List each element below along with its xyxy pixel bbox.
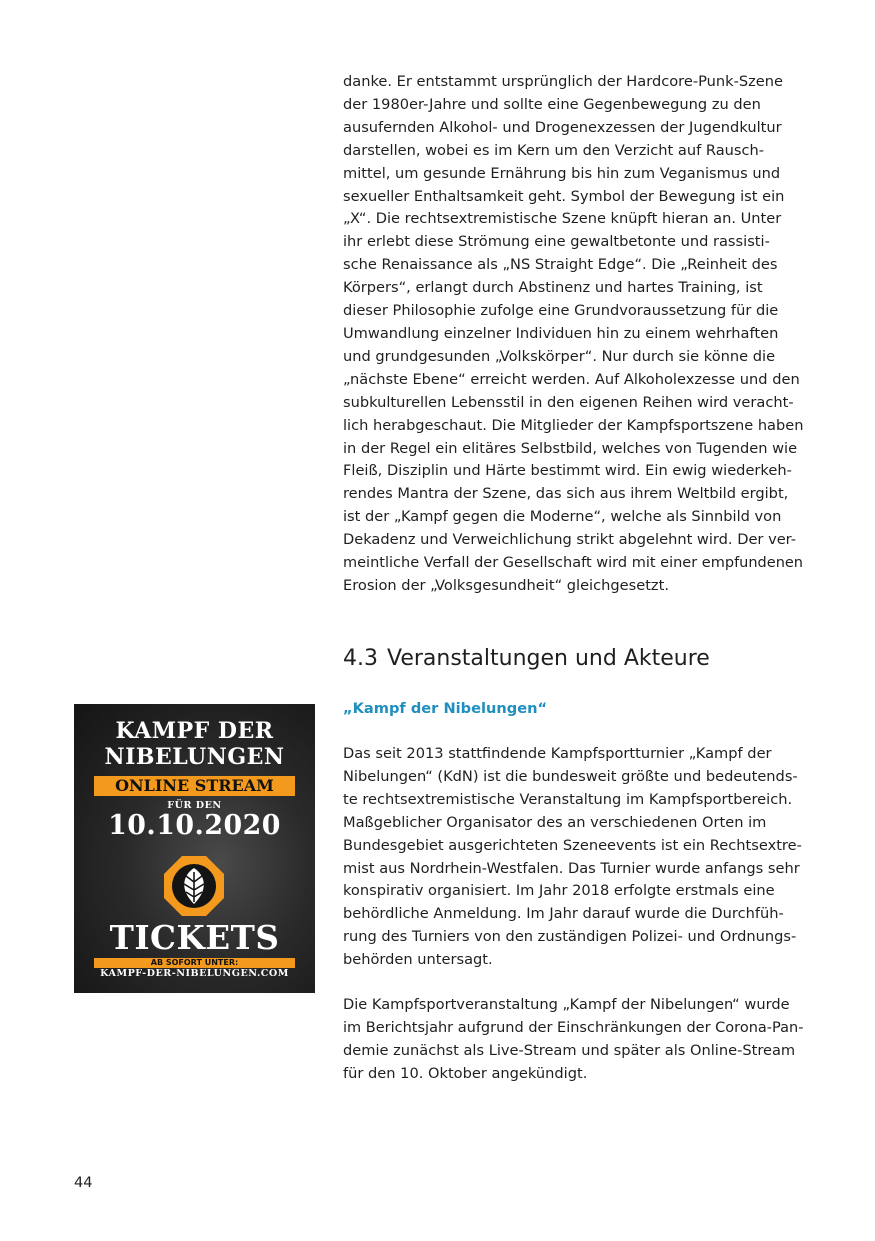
poster-title-line2: NIBELUNGEN <box>104 744 285 770</box>
poster-date: 10.10.2020 <box>108 810 281 841</box>
text-line: rung des Turniers von den zuständigen Polizei- und Ordnungs- <box>343 928 797 946</box>
text-line: Dekadenz und Verweichlichung strikt abgelehnt wird. Der ver- <box>343 531 797 549</box>
text-line: ist der „Kampf gegen die Moderne“, welche als Sinnbild von <box>343 508 782 526</box>
body-paragraph-2 <box>343 743 803 972</box>
section-title: Veranstaltungen und Akteure <box>387 646 710 671</box>
text-line: rendes Mantra der Szene, das sich aus ihrem Weltbild ergibt, <box>343 485 789 503</box>
text-line: darstellen, wobei es im Kern um den Verzicht auf Rausch- <box>343 141 765 159</box>
text-line: sexueller Enthaltsamkeit geht. Symbol der Bewegung ist ein <box>343 187 785 205</box>
text-line: behördliche Anmeldung. Im Jahr darauf wurde die Durchfüh- <box>343 905 784 923</box>
text-line: „X“. Die rechtsextremistische Szene knüpft hieran an. Unter <box>343 210 782 228</box>
text-line: Körpers“, erlangt durch Abstinenz und hartes Training, ist <box>343 279 763 297</box>
text-line: für den 10. Oktober angekündigt. <box>343 1064 588 1082</box>
text-line: im Berichtsjahr aufgrund der Einschränkungen der Corona-Pan- <box>343 1018 804 1036</box>
section-heading <box>343 644 803 674</box>
poster-url: KAMPF-DER-NIBELUNGEN.COM <box>100 968 289 979</box>
poster-ab-sofort-banner: AB SOFORT UNTER: <box>94 958 295 968</box>
text-line: mittel, um gesunde Ernährung bis hin zum Veganismus und <box>343 164 781 182</box>
text-line: te rechtsextremistische Veranstaltung im Kampfsportbereich. <box>343 790 793 808</box>
text-line: subkulturellen Lebensstil in den eigenen Reihen wird veracht- <box>343 393 794 411</box>
text-line: konspirativ organisiert. Im Jahr 2018 erfolgte erstmals eine <box>343 882 775 900</box>
poster-title-line1: KAMPF DER <box>115 718 274 744</box>
poster-tickets: TICKETS <box>109 918 280 957</box>
text-line: in der Regel ein elitäres Selbstbild, welches von Tugenden wie <box>343 439 798 457</box>
text-line: der 1980er-Jahre und sollte eine Gegenbewegung zu den <box>343 95 761 113</box>
text-line: mist aus Nordrhein-Westfalen. Das Turnier wurde anfangs sehr <box>343 859 800 877</box>
text-line: lich herabgeschaut. Die Mitglieder der Kampfsportszene haben <box>343 416 804 434</box>
text-line: dieser Philosophie zufolge eine Grundvoraussetzung für die <box>343 302 779 320</box>
body-paragraph-3 <box>343 994 803 1086</box>
text-line: und grundgesunden „Volkskörper“. Nur durch sie könne die <box>343 347 776 365</box>
body-paragraph-1 <box>343 71 803 598</box>
subheading: „Kampf der Nibelungen“ <box>343 700 548 717</box>
text-line: demie zunächst als Live-Stream und später als Online-Stream <box>343 1041 796 1059</box>
text-line: ihr erlebt diese Strömung eine gewaltbetonte und rassisti- <box>343 233 770 251</box>
poster-fuer-den: FÜR DEN <box>167 800 222 811</box>
text-line: sche Renaissance als „NS Straight Edge“. Die „Reinheit des <box>343 256 778 274</box>
event-poster-image <box>74 704 315 993</box>
text-line: Die Kampfsportveranstaltung „Kampf der Nibelungen“ wurde <box>343 996 790 1013</box>
page-number: 44 <box>74 1174 93 1191</box>
section-number: 4.3 <box>343 646 378 671</box>
text-line: Maßgeblicher Organisator des an verschiedenen Orten im <box>343 813 767 831</box>
poster-online-stream-banner: ONLINE STREAM <box>94 776 295 796</box>
text-line: Erosion der „Volksgesundheit“ gleichgesetzt. <box>343 576 669 594</box>
text-line: Das seit 2013 stattfindende Kampfsportturnier „Kampf der <box>343 745 772 762</box>
text-line: ausufernden Alkohol- und Drogenexzessen der Jugendkultur <box>343 118 782 136</box>
text-line: behörden untersagt. <box>343 951 493 969</box>
text-line: Bundesgebiet ausgerichteten Szeneevents ist ein Rechtsextre- <box>343 836 802 854</box>
leaf-shield-icon <box>162 854 226 918</box>
text-line: meintliche Verfall der Gesellschaft wird mit einer empfundenen <box>343 554 804 572</box>
text-line: Fleiß, Disziplin und Härte bestimmt wird. Ein ewig wiederkeh- <box>343 462 792 480</box>
text-line: Umwandlung einzelner Individuen hin zu einem wehrhaften <box>343 324 779 342</box>
text-line: danke. Er entstammt ursprünglich der Hardcore-Punk-Szene <box>343 73 783 90</box>
text-line: Nibelungen“ (KdN) ist die bundesweit größte und bedeutends- <box>343 767 798 785</box>
text-line: „nächste Ebene“ erreicht werden. Auf Alkoholexzesse und den <box>343 370 800 388</box>
